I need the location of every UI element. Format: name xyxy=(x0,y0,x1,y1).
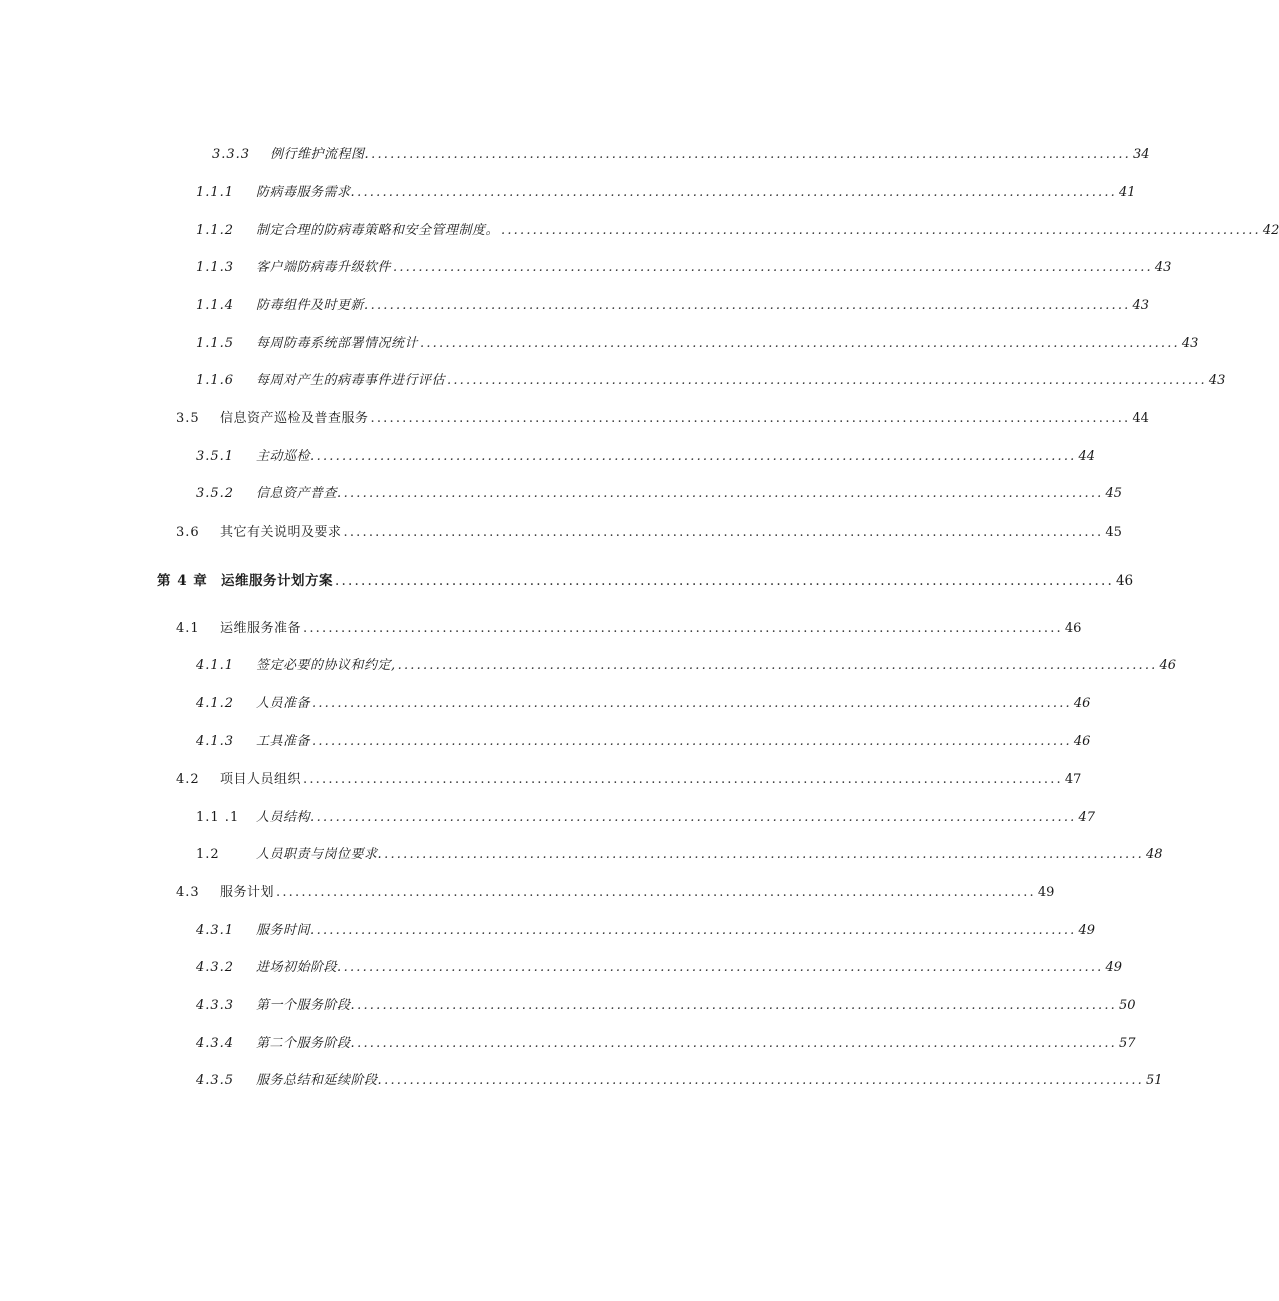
toc-entry-level-2[interactable] xyxy=(176,620,1082,638)
toc-entry-page-number: 46 xyxy=(1115,573,1134,589)
toc-entry-level-3[interactable] xyxy=(212,146,1150,164)
toc-dot-leader: ........................................................................................................................ xyxy=(397,658,1158,673)
toc-entry-page-number: 47 xyxy=(1064,772,1082,787)
toc-entry-page-number: 45 xyxy=(1105,486,1123,501)
toc-entry-page-number: 44 xyxy=(1132,411,1149,426)
toc-entry-level-3[interactable] xyxy=(196,733,1091,751)
toc-entry-title: 防病毒服务需求. xyxy=(256,185,356,200)
toc-entry-number: 4.1 xyxy=(176,621,200,636)
toc-entry-title: 人员准备 xyxy=(256,696,311,711)
toc-entry-title: 运维服务计划方案 xyxy=(221,573,333,589)
toc-dot-leader: ........................................................................................................................ xyxy=(343,486,1104,501)
toc-entry-number: 3.5.2 xyxy=(196,486,235,501)
toc-entry-page-number: 41 xyxy=(1119,185,1136,200)
toc-entry-title: 签定必要的协议和约定, xyxy=(256,658,396,673)
toc-dot-leader: ........................................................................................................................ xyxy=(357,1036,1118,1051)
toc-dot-leader: ........................................................................................................................ xyxy=(357,998,1118,1013)
toc-entry-title: 第二个服务阶段. xyxy=(256,1036,356,1051)
toc-entry-level-3[interactable] xyxy=(196,997,1136,1015)
toc-entry-level-3[interactable] xyxy=(196,297,1150,315)
toc-entry-title: 服务总结和延续阶段. xyxy=(256,1073,383,1088)
toc-entry-number: 4.1.3 xyxy=(196,734,235,749)
toc-entry-level-3[interactable] xyxy=(196,335,1199,353)
toc-entry-number: 1.1.1 xyxy=(196,185,235,200)
toc-dot-leader: ........................................................................................................................ xyxy=(316,449,1077,464)
toc-entry-title: 项目人员组织 xyxy=(220,772,302,787)
toc-dot-leader: ........................................................................................................................ xyxy=(447,373,1207,388)
toc-entry-number: 4.1.1 xyxy=(196,658,235,673)
toc-entry-number: 4.3.3 xyxy=(196,998,235,1013)
toc-entry-title: 其它有关说明及要求 xyxy=(220,525,342,540)
toc-entry-title: 服务时间. xyxy=(256,923,315,938)
toc-dot-leader: ........................................................................................................................ xyxy=(370,298,1131,313)
toc-entry-title: 运维服务准备 xyxy=(220,621,302,636)
toc-dot-leader: ........................................................................................................................ xyxy=(316,923,1077,938)
toc-dot-leader: ........................................................................................................................ xyxy=(316,810,1077,825)
toc-entry-title: 信息资产普查. xyxy=(256,486,342,501)
toc-dot-leader: ........................................................................................................................ xyxy=(343,525,1104,540)
toc-entry-level-3[interactable] xyxy=(196,809,1096,827)
toc-entry-page-number: 43 xyxy=(1154,260,1172,275)
toc-entry-title: 防毒组件及时更新. xyxy=(256,298,369,313)
toc-entry-number: 1.1.2 xyxy=(196,223,235,238)
toc-entry-level-3[interactable] xyxy=(196,959,1123,977)
toc-entry-level-1[interactable] xyxy=(157,572,1134,590)
toc-entry-title: 进场初始阶段. xyxy=(256,960,342,975)
toc-entry-number: 1.2 xyxy=(196,847,220,862)
toc-entry-number: 4.3.1 xyxy=(196,923,235,938)
toc-entry-title: 服务计划 xyxy=(220,885,275,900)
toc-dot-leader: ........................................................................................................................ xyxy=(303,772,1063,787)
toc-dot-leader: ........................................................................................................................ xyxy=(303,621,1063,636)
toc-entry-page-number: 49 xyxy=(1078,923,1096,938)
toc-entry-number: 3.5.1 xyxy=(196,449,235,464)
toc-entry-number: 3.3.3 xyxy=(212,147,251,162)
toc-entry-title: 工具准备 xyxy=(256,734,311,749)
toc-entry-level-2[interactable] xyxy=(176,884,1055,902)
toc-entry-page-number: 43 xyxy=(1181,336,1199,351)
toc-dot-leader: ........................................................................................................................ xyxy=(501,223,1261,238)
toc-entry-number: 4.3 xyxy=(176,885,200,900)
toc-entry-page-number: 46 xyxy=(1073,734,1091,749)
toc-entry-level-3[interactable] xyxy=(196,846,1163,864)
toc-entry-page-number: 46 xyxy=(1159,658,1177,673)
toc-dot-leader: ........................................................................................................................ xyxy=(335,573,1114,589)
toc-entry-page-number: 44 xyxy=(1078,449,1096,464)
toc-entry-level-2[interactable] xyxy=(176,410,1149,428)
toc-entry-level-3[interactable] xyxy=(196,448,1096,466)
toc-entry-level-2[interactable] xyxy=(176,524,1122,542)
toc-entry-level-3[interactable] xyxy=(196,657,1177,675)
toc-entry-page-number: 47 xyxy=(1078,810,1096,825)
toc-dot-leader: ........................................................................................................................ xyxy=(276,885,1036,900)
toc-dot-leader: ........................................................................................................................ xyxy=(393,260,1153,275)
toc-dot-leader: ........................................................................................................................ xyxy=(312,696,1072,711)
toc-entry-title: 第一个服务阶段. xyxy=(256,998,356,1013)
toc-entry-level-3[interactable] xyxy=(196,922,1096,940)
toc-entry-number: 1.1.4 xyxy=(196,298,235,313)
toc-entry-page-number: 49 xyxy=(1037,885,1055,900)
toc-entry-title: 主动巡检. xyxy=(256,449,315,464)
toc-entry-title: 制定合理的防病毒策略和安全管理制度。 xyxy=(256,223,500,238)
toc-entry-title: 每周对产生的病毒事件进行评估 xyxy=(256,373,446,388)
toc-entry-page-number: 49 xyxy=(1105,960,1123,975)
toc-entry-page-number: 34 xyxy=(1133,147,1150,162)
toc-entry-number: 1.1.5 xyxy=(196,336,235,351)
toc-entry-number: 4.1.2 xyxy=(196,696,235,711)
toc-entry-page-number: 42 xyxy=(1262,223,1279,238)
toc-entry-level-3[interactable] xyxy=(196,222,1279,240)
toc-entry-number: 1.1.6 xyxy=(196,373,235,388)
toc-entry-page-number: 43 xyxy=(1208,373,1226,388)
toc-entry-page-number: 57 xyxy=(1119,1036,1136,1051)
toc-dot-leader: ........................................................................................................................ xyxy=(384,1073,1145,1088)
toc-entry-page-number: 43 xyxy=(1132,298,1150,313)
toc-entry-number: 3.6 xyxy=(176,525,200,540)
toc-entry-level-3[interactable] xyxy=(196,259,1172,277)
toc-dot-leader: ........................................................................................................................ xyxy=(384,847,1145,862)
toc-entry-number: 1.1 .1 xyxy=(196,810,240,825)
toc-entry-level-3[interactable] xyxy=(196,1035,1136,1053)
toc-entry-title: 每周防毒系统部署情况统计 xyxy=(256,336,419,351)
toc-entry-title: 人员结构. xyxy=(256,810,315,825)
toc-entry-number: 4.3.5 xyxy=(196,1073,235,1088)
toc-entry-level-3[interactable] xyxy=(196,485,1123,503)
toc-entry-page-number: 45 xyxy=(1105,525,1122,540)
toc-entry-page-number: 48 xyxy=(1146,847,1163,862)
toc-dot-leader: ........................................................................................................................ xyxy=(312,734,1072,749)
toc-entry-level-3[interactable] xyxy=(196,1072,1163,1090)
toc-entry-title: 信息资产巡检及普查服务 xyxy=(220,411,369,426)
toc-entry-level-2[interactable] xyxy=(176,771,1082,789)
toc-entry-title: 例行维护流程图. xyxy=(270,147,370,162)
toc-entry-title: 人员职责与岗位要求. xyxy=(256,847,383,862)
toc-dot-leader: ........................................................................................................................ xyxy=(357,185,1118,200)
toc-dot-leader: ........................................................................................................................ xyxy=(343,960,1104,975)
toc-entry-number: 4.3.2 xyxy=(196,960,235,975)
toc-dot-leader: ........................................................................................................................ xyxy=(370,411,1131,426)
toc-entry-number: 第 4 章 xyxy=(157,573,208,589)
toc-entry-page-number: 50 xyxy=(1119,998,1136,1013)
toc-entry-page-number: 46 xyxy=(1064,621,1082,636)
toc-entry-number: 1.1.3 xyxy=(196,260,235,275)
toc-entry-level-3[interactable] xyxy=(196,372,1226,390)
toc-entry-level-3[interactable] xyxy=(196,695,1091,713)
toc-entry-level-3[interactable] xyxy=(196,184,1136,202)
toc-entry-number: 4.2 xyxy=(176,772,200,787)
toc-entry-page-number: 46 xyxy=(1073,696,1091,711)
toc-entry-number: 4.3.4 xyxy=(196,1036,235,1051)
toc-dot-leader: ........................................................................................................................ xyxy=(371,147,1132,162)
toc-entry-title: 客户端防病毒升级软件 xyxy=(256,260,392,275)
toc-entry-page-number: 51 xyxy=(1146,1073,1163,1088)
toc-dot-leader: ........................................................................................................................ xyxy=(420,336,1180,351)
toc-entry-number: 3.5 xyxy=(176,411,200,426)
